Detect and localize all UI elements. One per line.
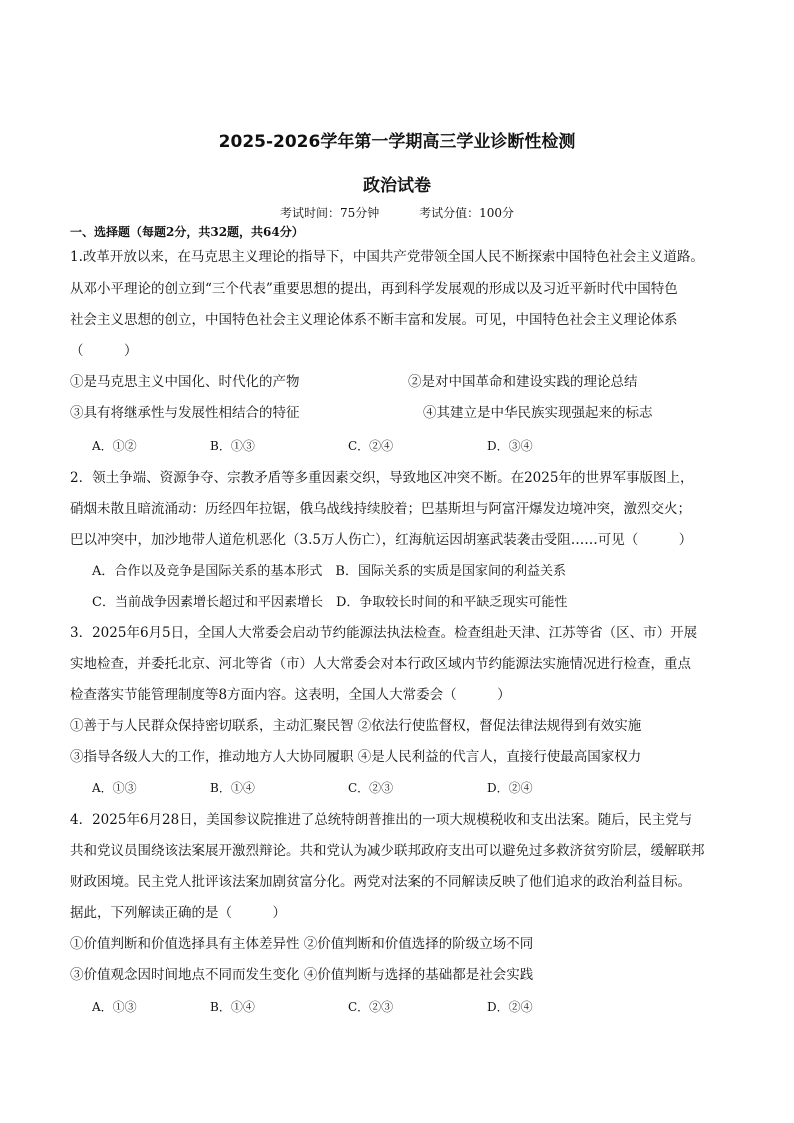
exam-score: 考试分值：100分 [419, 206, 514, 220]
question-2-line-2: 硝烟未散且暗流涌动：历经四年拉锯，俄乌战线持续胶着；巴基斯坦与阿富汗爆发边境冲突，激烈交火； [70, 501, 691, 517]
question-1-line-3: 社会主义思想的创立，中国特色社会主义理论体系不断丰富和发展。可见，中国特色社会主义理论体系 [70, 312, 678, 328]
question-1-statement-4: ④其建立是中华民族实现强起来的标志 [423, 405, 653, 421]
section-heading: 一、选择题（每题2分，共32题，共64分） [70, 225, 304, 239]
exam-subtitle: 政治试卷 [363, 176, 431, 196]
question-4-line-1: 4．2025年6月28日，美国参议院推进了总统特朗普推出的一项大规模税收和支出法案。随后，民主党与 [70, 812, 693, 828]
question-4-option-a: A．①③ [92, 1000, 137, 1014]
question-4-statements-12: ①价值判断和价值选择具有主体差异性 ②价值判断和价值选择的阶级立场不同 [70, 936, 534, 952]
question-1-statement-2: ②是对中国革命和建设实践的理论总结 [408, 374, 638, 390]
question-1-statement-1: ①是马克思主义中国化、时代化的产物 [70, 374, 300, 390]
question-3-option-c: C．②③ [348, 781, 394, 795]
question-4-line-4: 据此，下列解读正确的是（ ） [70, 905, 286, 921]
question-1-option-c: C．②④ [348, 439, 394, 453]
question-4-line-2: 共和党议员围绕该法案展开激烈辩论。共和党认为减少联邦政府支出可以避免过多救济贫穷阶层，缓解联邦 [70, 843, 705, 859]
exam-title: 2025-2026学年第一学期高三学业诊断性检测 [218, 132, 576, 152]
exam-time: 考试时间：75分钟 [279, 206, 380, 220]
question-1-line-2: 从邓小平理论的创立到“三个代表”重要思想的提出，再到科学发展观的形成以及习近平新时代中国特色 [70, 281, 678, 297]
question-3-option-d: D．②④ [487, 781, 533, 795]
question-4-option-c: C．②③ [348, 1000, 394, 1014]
question-2-options-cd: C．当前战争因素增长超过和平因素增长 D．争取较长时间的和平缺乏现实可能性 [92, 595, 568, 610]
question-3-statements-34: ③指导各级人大的工作，推动地方人大协同履职 ④是人民利益的代言人，直接行使最高国家权力 [70, 749, 642, 765]
question-4-line-3: 财政困境。民主党人批评该法案加剧贫富分化。两党对法案的不同解读反映了他们追求的政治利益目标。 [70, 874, 691, 890]
question-4-statements-34: ③价值观念因时间地点不同而发生变化 ④价值判断与选择的基础都是社会实践 [70, 967, 534, 983]
question-1-answer-blank: （ ） [70, 343, 138, 359]
question-4-option-d: D．②④ [487, 1000, 533, 1014]
question-1-option-b: B．①③ [210, 439, 255, 453]
question-1-statement-3: ③具有将继承性与发展性相结合的特征 [70, 405, 300, 421]
question-3-line-1: 3．2025年6月5日，全国人大常委会启动节约能源法执法检查。检查组赴天津、江苏等省（区、市）开展 [70, 625, 698, 641]
question-2-line-1: 2．领土争端、资源争夺、宗教矛盾等多重因素交织，导致地区冲突不断。在2025年的世界军事版图上， [70, 470, 694, 486]
question-3-statements-12: ①善于与人民群众保持密切联系，主动汇聚民智 ②依法行使监督权，督促法律法规得到有效实施 [70, 718, 642, 734]
question-1-line-1: 1.改革开放以来，在马克思主义理论的指导下，中国共产党带领全国人民不断探索中国特色社会主义道路。 [70, 249, 704, 265]
question-3-option-a: A．①③ [92, 781, 137, 795]
question-2-options-ab: A．合作以及竞争是国际关系的基本形式 B．国际关系的实质是国家间的利益关系 [92, 564, 566, 579]
question-1-option-d: D．③④ [487, 439, 533, 453]
question-3-line-3: 检查落实节能管理制度等8方面内容。这表明，全国人大常委会（ ） [70, 687, 511, 703]
question-3-line-2: 实地检查，并委托北京、河北等省（市）人大常委会对本行政区域内节约能源法实施情况进行检查，重点 [70, 656, 691, 672]
question-2-line-3: 巴以冲突中，加沙地带人道危机恶化（3.5万人伤亡），红海航运因胡塞武装袭击受阻……可见（ ） [70, 532, 693, 548]
question-3-option-b: B．①④ [210, 781, 255, 795]
question-4-option-b: B．①④ [210, 1000, 255, 1014]
question-1-option-a: A．①② [92, 439, 137, 453]
exam-meta [0, 204, 794, 221]
